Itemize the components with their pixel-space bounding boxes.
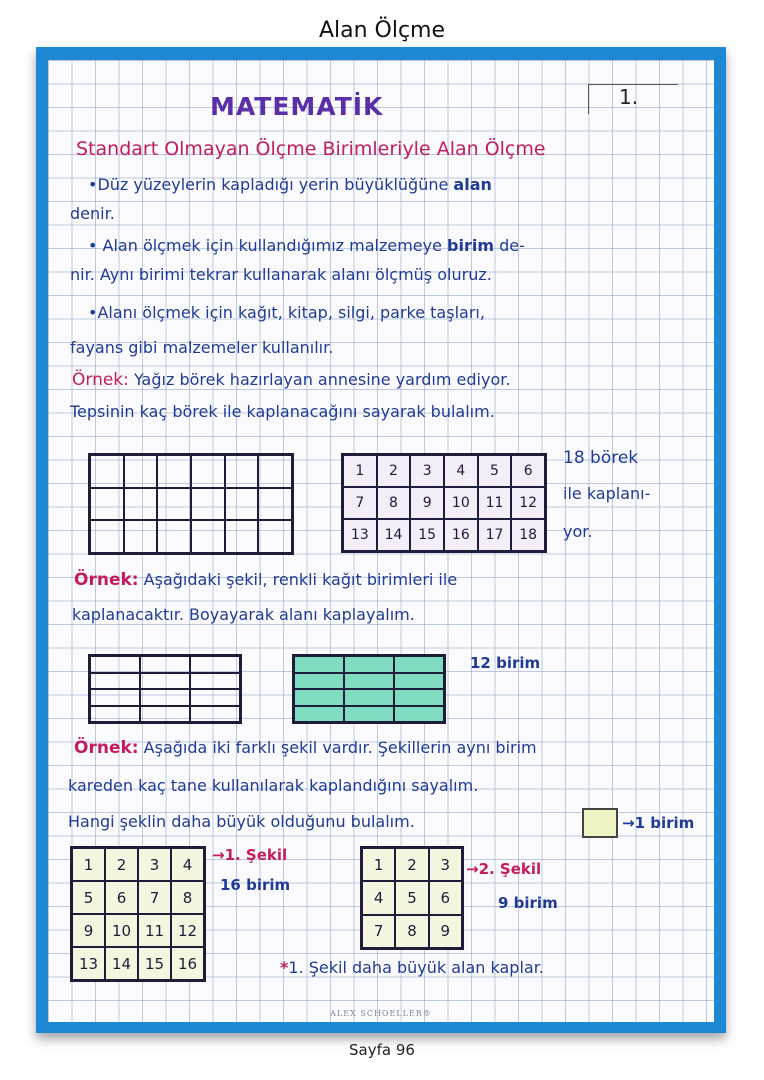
bullet-1-line-2: denir.	[70, 204, 115, 223]
example-3-line-3: Hangi şeklin daha büyük olduğunu bulalım.	[68, 812, 415, 831]
conclusion-text: 1. Şekil daha büyük alan kaplar.	[288, 958, 544, 977]
grid-cell: 8	[171, 881, 204, 914]
grid-cell: 3	[410, 455, 444, 487]
grid-cell: 5	[395, 881, 428, 914]
example-1-label: Örnek:	[72, 370, 129, 390]
grid-cell: 12	[171, 914, 204, 947]
example-1-result-3: yor.	[563, 522, 593, 541]
shape-2-grid	[360, 846, 464, 950]
grid-cell: 1	[72, 848, 105, 881]
example-1-result-2: ile kaplanı-	[563, 484, 651, 503]
empty-tray-grid	[88, 453, 294, 555]
grid-cell: 12	[511, 487, 545, 519]
bullet-2-hyphen: de-	[494, 236, 525, 255]
grid-cell: 16	[171, 947, 204, 980]
unit-square	[582, 808, 618, 838]
grid-cell: 8	[377, 487, 411, 519]
bullet-2-line-2: nir. Aynı birimi tekrar kullanarak alanı ölçmüş oluruz.	[70, 265, 492, 284]
shape-1-count: 16 birim	[220, 876, 291, 894]
grid-cell: 13	[343, 519, 377, 551]
example-1-line-2: Tepsinin kaç börek ile kaplanacağını sayarak bulalım.	[70, 402, 495, 421]
grid-cell: 6	[105, 881, 138, 914]
grid-cell: 9	[72, 914, 105, 947]
example-3-label: Örnek:	[74, 738, 139, 758]
shape-1-grid	[70, 846, 206, 982]
grid-cell: 14	[105, 947, 138, 980]
example-2-text: Aşağıdaki şekil, renkli kağıt birimleri ile	[138, 570, 458, 589]
grid-cell: 2	[395, 848, 428, 881]
bullet-2-line-1	[88, 236, 525, 255]
star-icon: *	[280, 958, 289, 977]
grid-cell: 4	[444, 455, 478, 487]
grid-cell: 9	[410, 487, 444, 519]
empty-shape-grid	[88, 654, 242, 724]
keyword-birim: birim	[447, 236, 495, 255]
grid-cell: 4	[362, 881, 395, 914]
page-number: 1.	[588, 84, 678, 114]
grid-cell: 3	[429, 848, 462, 881]
grid-cell: 1	[343, 455, 377, 487]
grid-cell: 6	[511, 455, 545, 487]
bullet-3-line-2: fayans gibi malzemeler kullanılır.	[70, 338, 334, 357]
example-3-line-2: kareden kaç tane kullanılarak kaplandığını sayalım.	[68, 776, 479, 795]
grid-cell: 4	[171, 848, 204, 881]
example-1-line-1	[72, 370, 510, 390]
grid-cell: 11	[478, 487, 512, 519]
grid-cell: 17	[478, 519, 512, 551]
grid-cell: 9	[429, 915, 462, 948]
grid-cell: 10	[444, 487, 478, 519]
shape-1-label: →1. Şekil	[212, 846, 288, 864]
unit-label: →1 birim	[622, 814, 695, 832]
example-2-label: Örnek:	[74, 570, 139, 590]
grid-cell: 18	[511, 519, 545, 551]
example-2-line-1	[74, 570, 457, 590]
grid-cell: 11	[138, 914, 171, 947]
example-3-line-1	[74, 738, 537, 758]
example-3-text: Aşağıda iki farklı şekil vardır. Şekillerin aynı birim	[138, 738, 537, 757]
grid-cell: 1	[362, 848, 395, 881]
notebook-brand: ALEX SCHOELLER®	[330, 1009, 432, 1018]
example-2-line-2: kaplanacaktır. Boyayarak alanı kaplayalım.	[72, 605, 415, 624]
grid-cell: 15	[138, 947, 171, 980]
grid-cell: 10	[105, 914, 138, 947]
grid-cell: 5	[478, 455, 512, 487]
example-2-result: 12 birim	[470, 654, 541, 672]
grid-cell: 7	[362, 915, 395, 948]
grid-cell: 16	[444, 519, 478, 551]
lesson-heading: Standart Olmayan Ölçme Birimleriyle Alan Ölçme	[76, 138, 546, 160]
notebook-page	[48, 60, 714, 1022]
grid-cell: 3	[138, 848, 171, 881]
grid-cell: 2	[105, 848, 138, 881]
grid-cell: 7	[138, 881, 171, 914]
grid-cell: 6	[429, 881, 462, 914]
grid-cell: 7	[343, 487, 377, 519]
page-footer: Sayfa 96	[349, 1041, 415, 1059]
shape-2-count: 9 birim	[498, 894, 558, 912]
subject-title: MATEMATİK	[210, 92, 384, 121]
bullet-3-line-1: •Alanı ölçmek için kağıt, kitap, silgi, parke taşları,	[88, 303, 485, 322]
numbered-tray-grid	[341, 453, 547, 553]
colored-shape-grid	[292, 654, 446, 724]
grid-cell: 8	[395, 915, 428, 948]
grid-cell: 15	[410, 519, 444, 551]
grid-cell: 13	[72, 947, 105, 980]
example-1-result-1: 18 börek	[563, 448, 639, 468]
grid-cell: 5	[72, 881, 105, 914]
grid-cell: 14	[377, 519, 411, 551]
shape-2-label: →2. Şekil	[466, 860, 542, 878]
bullet-1-line-1	[88, 175, 492, 194]
bullet-1-text: •Düz yüzeylerin kapladığı yerin büyüklüğüne	[88, 175, 454, 194]
conclusion-line	[280, 958, 544, 977]
grid-cell: 2	[377, 455, 411, 487]
bullet-2-text: • Alan ölçmek için kullandığımız malzemeye	[88, 236, 448, 255]
example-1-text: Yağız börek hazırlayan annesine yardım ediyor.	[128, 370, 511, 389]
page-title: Alan Ölçme	[318, 18, 446, 43]
keyword-alan: alan	[453, 175, 492, 194]
